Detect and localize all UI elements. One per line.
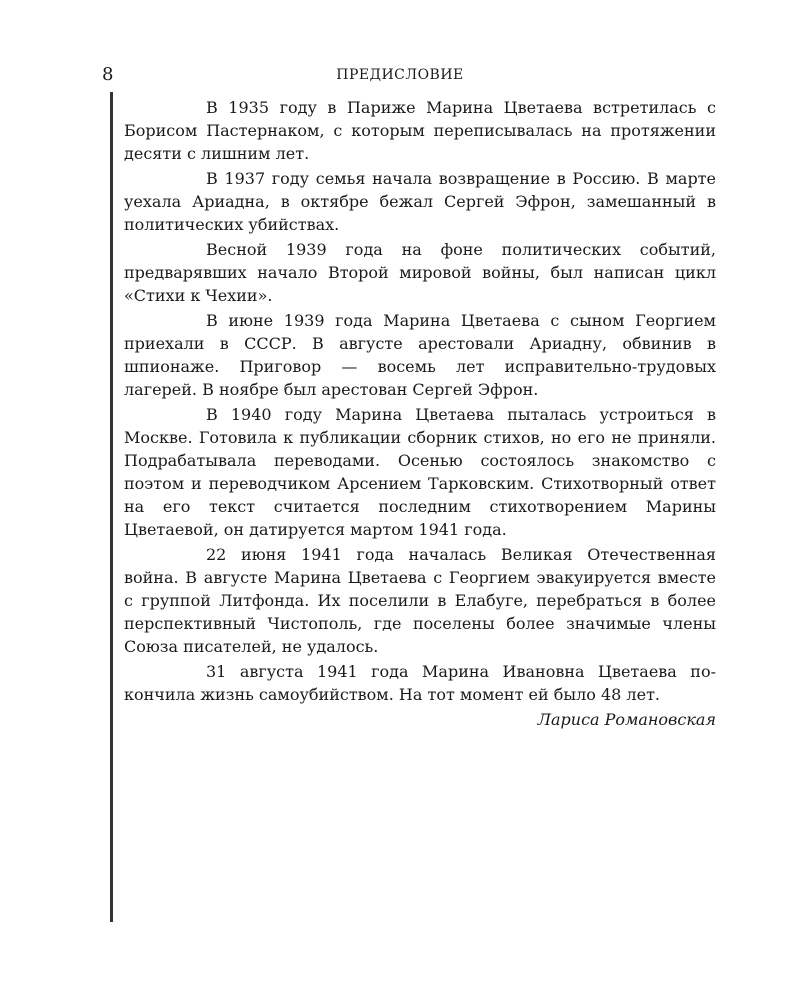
margin-rule xyxy=(110,92,113,922)
author-signature: Лариса Романовская xyxy=(537,710,716,729)
paragraph: В 1937 году семья начала возвращение в Россию. В марте уехала Ариадна, в октябре бежал Сергей Эфрон, замешанный в политических убийствах. xyxy=(124,169,716,234)
page-number: 8 xyxy=(102,64,114,85)
paragraph: 31 августа 1941 года Марина Ивановна Цветаева покончила жизнь самоубийством. На тот момент ей было 48 лет. xyxy=(124,662,716,704)
paragraph: В июне 1939 года Марина Цветаева с сыном Георгием приехали в СССР. В августе арестовали Ариадну, обвинив в шпионаже. Приговор — восемь лет исправительно-трудовых лагерей. В ноябре был арестован Сергей Эфрон. xyxy=(124,311,716,399)
running-header: ПРЕДИСЛОВИЕ xyxy=(336,67,464,83)
body-text xyxy=(124,96,716,731)
paragraph: В 1940 году Марина Цветаева пыталась устроиться в Москве. Готовила к публикации сборник стихов, но его не приняли. Подрабатывала переводами. Осенью состоялось знакомство с поэтом и переводчиком Арсением Тарковским. Стихотворный ответ на его текст считается последним стихотворением Марины Цветаевой, он датируется мартом 1941 года. xyxy=(124,405,716,539)
paragraph: 22 июня 1941 года началась Великая Отечественная война. В августе Марина Цветаева с Георгием эвакуируется вместе с группой Литфонда. Их поселили в Елабуге, перебраться в более перспективный Чистополь, где поселены более значимые члены Союза писателей, не удалось. xyxy=(124,545,716,656)
paragraph: Весной 1939 года на фоне политических событий, предварявших начало Второй мировой войны, был написан цикл «Стихи к Чехии». xyxy=(124,240,716,305)
paragraph: В 1935 году в Париже Марина Цветаева встретилась с Борисом Пастернаком, с которым переписывалась на протяжении десяти с лишним лет. xyxy=(124,98,716,163)
